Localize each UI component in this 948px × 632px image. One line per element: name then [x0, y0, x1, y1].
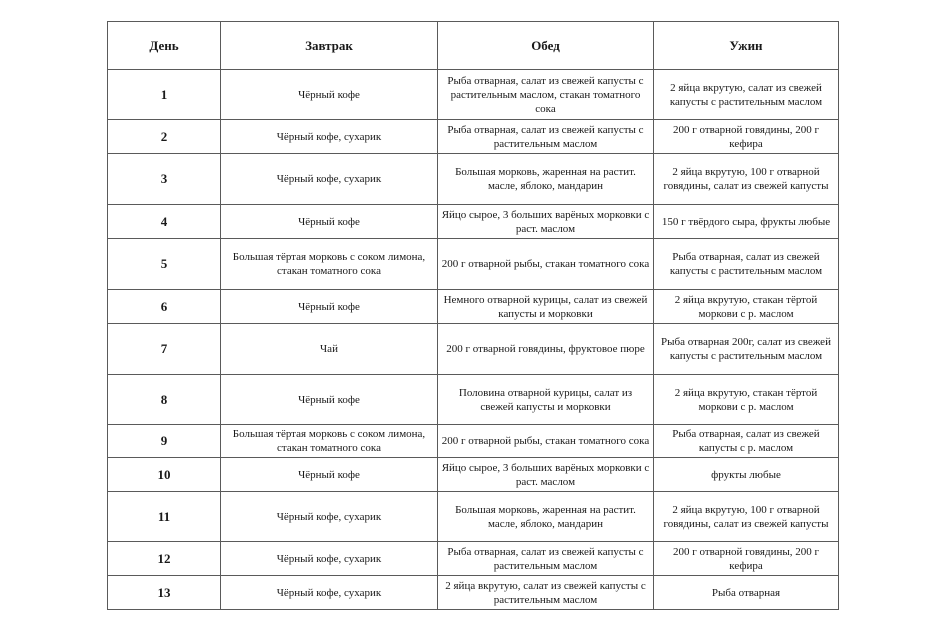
lunch-cell: Половина отварной курицы, салат из свежей капусты и морковки: [438, 375, 654, 425]
lunch-cell: Большая морковь, жаренная на растит. масле, яблоко, мандарин: [438, 154, 654, 205]
table-row: [108, 458, 839, 492]
header-row: [108, 22, 839, 70]
breakfast-cell: Большая тёртая морковь с соком лимона, стакан томатного сока: [221, 239, 438, 290]
header-dinner: Ужин: [654, 22, 839, 70]
dinner-cell: 150 г твёрдого сыра, фрукты любые: [654, 205, 839, 239]
lunch-cell: 200 г отварной говядины, фруктовое пюре: [438, 324, 654, 375]
dinner-cell: 2 яйца вкрутую, стакан тёртой моркови с р. маслом: [654, 290, 839, 324]
header-day: День: [108, 22, 221, 70]
lunch-cell: Рыба отварная, салат из свежей капусты с растительным маслом, стакан томатного сока: [438, 70, 654, 120]
lunch-cell: Яйцо сырое, 3 больших варёных морковки с раст. маслом: [438, 458, 654, 492]
table-row: [108, 324, 839, 375]
day-cell: 3: [108, 154, 221, 205]
dinner-cell: 200 г отварной говядины, 200 г кефира: [654, 120, 839, 154]
day-cell: 8: [108, 375, 221, 425]
lunch-cell: Рыба отварная, салат из свежей капусты с растительным маслом: [438, 120, 654, 154]
table-row: [108, 120, 839, 154]
day-cell: 5: [108, 239, 221, 290]
day-cell: 7: [108, 324, 221, 375]
table-row: [108, 290, 839, 324]
header-breakfast: Завтрак: [221, 22, 438, 70]
dinner-cell: 2 яйца вкрутую, 100 г отварной говядины, салат из свежей капусты: [654, 154, 839, 205]
breakfast-cell: Чай: [221, 324, 438, 375]
breakfast-cell: Чёрный кофе: [221, 205, 438, 239]
table-row: [108, 70, 839, 120]
day-cell: 10: [108, 458, 221, 492]
table-body: [108, 70, 839, 610]
table-row: [108, 542, 839, 576]
dinner-cell: 2 яйца вкрутую, салат из свежей капусты с растительным маслом: [654, 70, 839, 120]
day-cell: 9: [108, 425, 221, 458]
lunch-cell: Рыба отварная, салат из свежей капусты с растительным маслом: [438, 542, 654, 576]
day-cell: 13: [108, 576, 221, 610]
breakfast-cell: Чёрный кофе: [221, 70, 438, 120]
day-cell: 4: [108, 205, 221, 239]
lunch-cell: Большая морковь, жаренная на растит. масле, яблоко, мандарин: [438, 492, 654, 542]
dinner-cell: 2 яйца вкрутую, стакан тёртой моркови с р. маслом: [654, 375, 839, 425]
table-row: [108, 492, 839, 542]
lunch-cell: 200 г отварной рыбы, стакан томатного сока: [438, 239, 654, 290]
day-cell: 6: [108, 290, 221, 324]
breakfast-cell: Чёрный кофе: [221, 290, 438, 324]
table-row: [108, 576, 839, 610]
day-cell: 2: [108, 120, 221, 154]
lunch-cell: 2 яйца вкрутую, салат из свежей капусты с растительным маслом: [438, 576, 654, 610]
table-row: [108, 425, 839, 458]
breakfast-cell: Чёрный кофе, сухарик: [221, 492, 438, 542]
dinner-cell: Рыба отварная, салат из свежей капусты с растительным маслом: [654, 239, 839, 290]
dinner-cell: Рыба отварная, салат из свежей капусты с р. маслом: [654, 425, 839, 458]
dinner-cell: 200 г отварной говядины, 200 г кефира: [654, 542, 839, 576]
dinner-cell: Рыба отварная 200г, салат из свежей капусты с растительным маслом: [654, 324, 839, 375]
day-cell: 11: [108, 492, 221, 542]
dinner-cell: 2 яйца вкрутую, 100 г отварной говядины, салат из свежей капусты: [654, 492, 839, 542]
lunch-cell: Немного отварной курицы, салат из свежей капусты и морковки: [438, 290, 654, 324]
diet-menu-table: [107, 21, 839, 610]
breakfast-cell: Чёрный кофе, сухарик: [221, 542, 438, 576]
dinner-cell: Рыба отварная: [654, 576, 839, 610]
table-row: [108, 205, 839, 239]
lunch-cell: Яйцо сырое, 3 больших варёных морковки с раст. маслом: [438, 205, 654, 239]
breakfast-cell: Чёрный кофе: [221, 375, 438, 425]
dinner-cell: фрукты любые: [654, 458, 839, 492]
breakfast-cell: Чёрный кофе, сухарик: [221, 154, 438, 205]
breakfast-cell: Большая тёртая морковь с соком лимона, стакан томатного сока: [221, 425, 438, 458]
day-cell: 1: [108, 70, 221, 120]
breakfast-cell: Чёрный кофе: [221, 458, 438, 492]
table-row: [108, 154, 839, 205]
table-row: [108, 239, 839, 290]
day-cell: 12: [108, 542, 221, 576]
breakfast-cell: Чёрный кофе, сухарик: [221, 120, 438, 154]
breakfast-cell: Чёрный кофе, сухарик: [221, 576, 438, 610]
header-lunch: Обед: [438, 22, 654, 70]
lunch-cell: 200 г отварной рыбы, стакан томатного сока: [438, 425, 654, 458]
table-row: [108, 375, 839, 425]
